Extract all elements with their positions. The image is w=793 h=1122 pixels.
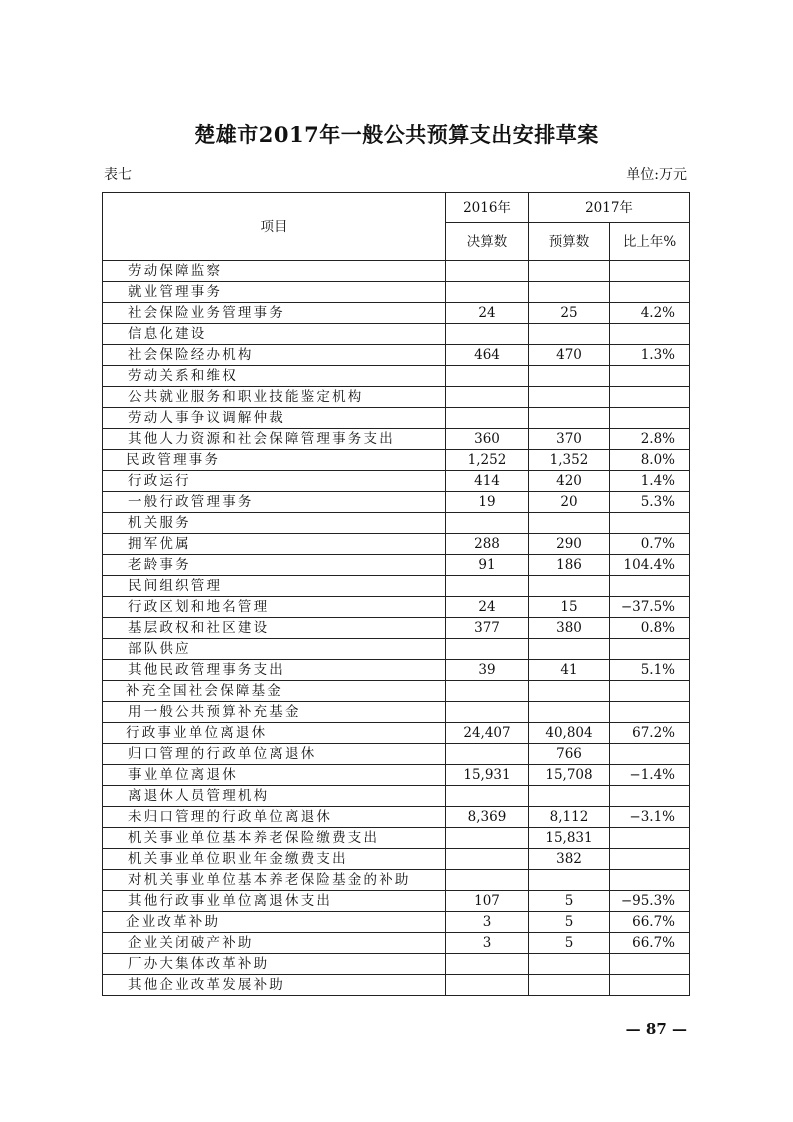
row-budget-2017 [529, 513, 610, 534]
row-change-pct: 67.2% [610, 723, 690, 744]
row-change-pct: 66.7% [610, 912, 690, 933]
row-budget-2017: 15,831 [529, 828, 610, 849]
row-final-2016 [446, 387, 529, 408]
row-final-2016 [446, 513, 529, 534]
row-change-pct: −37.5% [610, 597, 690, 618]
row-change-pct [610, 366, 690, 387]
table-row [103, 471, 690, 492]
row-final-2016 [446, 639, 529, 660]
table-row [103, 975, 690, 996]
table-row [103, 912, 690, 933]
row-item-name: 归口管理的行政单位离退休 [103, 744, 446, 765]
row-budget-2017 [529, 702, 610, 723]
row-budget-2017: 15,708 [529, 765, 610, 786]
row-item-name: 其他行政事业单位离退休支出 [103, 891, 446, 912]
row-change-pct: 104.4% [610, 555, 690, 576]
row-item-name: 行政运行 [103, 471, 446, 492]
row-final-2016 [446, 681, 529, 702]
row-budget-2017 [529, 870, 610, 891]
row-final-2016 [446, 849, 529, 870]
row-item-name: 社会保险业务管理事务 [103, 303, 446, 324]
row-final-2016: 464 [446, 345, 529, 366]
row-change-pct: 8.0% [610, 450, 690, 471]
row-item-name: 补充全国社会保障基金 [103, 681, 446, 702]
table-row [103, 744, 690, 765]
row-final-2016 [446, 975, 529, 996]
row-item-name: 用一般公共预算补充基金 [103, 702, 446, 723]
row-item-name: 其他民政管理事务支出 [103, 660, 446, 681]
row-change-pct [610, 576, 690, 597]
row-final-2016: 91 [446, 555, 529, 576]
table-row [103, 891, 690, 912]
table-row [103, 681, 690, 702]
row-final-2016: 3 [446, 933, 529, 954]
row-final-2016 [446, 408, 529, 429]
table-row [103, 597, 690, 618]
row-item-name: 机关事业单位基本养老保险缴费支出 [103, 828, 446, 849]
row-final-2016: 377 [446, 618, 529, 639]
row-final-2016 [446, 366, 529, 387]
table-row [103, 324, 690, 345]
row-final-2016 [446, 324, 529, 345]
table-row [103, 429, 690, 450]
table-row [103, 261, 690, 282]
row-change-pct: −1.4% [610, 765, 690, 786]
row-change-pct [610, 786, 690, 807]
row-final-2016: 3 [446, 912, 529, 933]
header-year-2017: 2017年 [529, 193, 690, 223]
row-budget-2017: 41 [529, 660, 610, 681]
table-row [103, 303, 690, 324]
row-final-2016: 15,931 [446, 765, 529, 786]
table-row [103, 408, 690, 429]
table-row [103, 954, 690, 975]
table-row [103, 702, 690, 723]
row-budget-2017: 382 [529, 849, 610, 870]
row-budget-2017 [529, 408, 610, 429]
header-change: 比上年% [610, 223, 690, 261]
page-title: 楚雄市2017年一般公共预算支出安排草案 [194, 122, 599, 147]
row-change-pct [610, 975, 690, 996]
row-change-pct [610, 828, 690, 849]
row-item-name: 事业单位离退休 [103, 765, 446, 786]
row-item-name: 未归口管理的行政单位离退休 [103, 807, 446, 828]
row-budget-2017 [529, 786, 610, 807]
row-item-name: 机关事业单位职业年金缴费支出 [103, 849, 446, 870]
row-item-name: 社会保险经办机构 [103, 345, 446, 366]
row-item-name: 部队供应 [103, 639, 446, 660]
table-row [103, 849, 690, 870]
row-budget-2017 [529, 366, 610, 387]
table-row [103, 870, 690, 891]
row-item-name: 行政事业单位离退休 [103, 723, 446, 744]
row-budget-2017: 1,352 [529, 450, 610, 471]
row-change-pct: 2.8% [610, 429, 690, 450]
row-item-name: 公共就业服务和职业技能鉴定机构 [103, 387, 446, 408]
row-change-pct [610, 282, 690, 303]
row-budget-2017: 25 [529, 303, 610, 324]
row-final-2016: 1,252 [446, 450, 529, 471]
row-change-pct [610, 849, 690, 870]
table-row [103, 828, 690, 849]
row-change-pct: 66.7% [610, 933, 690, 954]
row-budget-2017 [529, 387, 610, 408]
row-final-2016: 414 [446, 471, 529, 492]
table-row [103, 534, 690, 555]
row-final-2016 [446, 786, 529, 807]
table-row [103, 765, 690, 786]
row-budget-2017: 40,804 [529, 723, 610, 744]
row-item-name: 劳动关系和维权 [103, 366, 446, 387]
header-year-2016: 2016年 [446, 193, 529, 223]
row-change-pct [610, 870, 690, 891]
row-final-2016: 8,369 [446, 807, 529, 828]
row-final-2016: 19 [446, 492, 529, 513]
row-final-2016 [446, 954, 529, 975]
header-item: 项目 [103, 193, 446, 261]
row-budget-2017 [529, 639, 610, 660]
unit-label: 单位:万元 [626, 167, 687, 183]
row-item-name: 就业管理事务 [103, 282, 446, 303]
table-row [103, 639, 690, 660]
row-final-2016 [446, 282, 529, 303]
row-budget-2017 [529, 282, 610, 303]
row-final-2016: 24 [446, 303, 529, 324]
row-budget-2017: 470 [529, 345, 610, 366]
header-final: 决算数 [446, 223, 529, 261]
row-item-name: 老龄事务 [103, 555, 446, 576]
row-item-name: 离退休人员管理机构 [103, 786, 446, 807]
table-row [103, 366, 690, 387]
table-row [103, 450, 690, 471]
row-change-pct: 5.3% [610, 492, 690, 513]
row-item-name: 民政管理事务 [103, 450, 446, 471]
row-budget-2017: 20 [529, 492, 610, 513]
row-budget-2017: 5 [529, 933, 610, 954]
row-item-name: 其他企业改革发展补助 [103, 975, 446, 996]
row-item-name: 其他人力资源和社会保障管理事务支出 [103, 429, 446, 450]
row-budget-2017 [529, 261, 610, 282]
table-row [103, 807, 690, 828]
row-change-pct: 0.7% [610, 534, 690, 555]
row-final-2016: 288 [446, 534, 529, 555]
row-change-pct: 1.4% [610, 471, 690, 492]
table-row [103, 723, 690, 744]
row-budget-2017: 370 [529, 429, 610, 450]
table-row [103, 576, 690, 597]
row-item-name: 对机关事业单位基本养老保险基金的补助 [103, 870, 446, 891]
row-budget-2017: 380 [529, 618, 610, 639]
table-body [103, 261, 690, 996]
row-final-2016: 360 [446, 429, 529, 450]
table-row [103, 660, 690, 681]
table-row [103, 555, 690, 576]
table-row [103, 513, 690, 534]
row-change-pct: −3.1% [610, 807, 690, 828]
row-change-pct: 5.1% [610, 660, 690, 681]
row-change-pct: 1.3% [610, 345, 690, 366]
row-final-2016 [446, 702, 529, 723]
table-row [103, 618, 690, 639]
row-change-pct [610, 261, 690, 282]
row-item-name: 企业关闭破产补助 [103, 933, 446, 954]
row-final-2016 [446, 828, 529, 849]
table-label: 表七 [104, 167, 132, 183]
row-final-2016: 24 [446, 597, 529, 618]
table-row [103, 786, 690, 807]
table-row [103, 345, 690, 366]
row-item-name: 信息化建设 [103, 324, 446, 345]
row-budget-2017 [529, 954, 610, 975]
row-final-2016 [446, 576, 529, 597]
row-budget-2017 [529, 681, 610, 702]
row-change-pct [610, 513, 690, 534]
row-budget-2017 [529, 975, 610, 996]
page-number: — 87 — [625, 1020, 687, 1038]
row-change-pct [610, 954, 690, 975]
row-change-pct [610, 702, 690, 723]
row-budget-2017: 186 [529, 555, 610, 576]
table-row [103, 492, 690, 513]
row-item-name: 行政区划和地名管理 [103, 597, 446, 618]
row-budget-2017: 5 [529, 891, 610, 912]
row-change-pct: 0.8% [610, 618, 690, 639]
row-final-2016: 24,407 [446, 723, 529, 744]
row-budget-2017: 8,112 [529, 807, 610, 828]
row-item-name: 劳动保障监察 [103, 261, 446, 282]
row-item-name: 一般行政管理事务 [103, 492, 446, 513]
table-row [103, 933, 690, 954]
row-final-2016 [446, 744, 529, 765]
row-item-name: 机关服务 [103, 513, 446, 534]
row-change-pct [610, 387, 690, 408]
row-final-2016: 39 [446, 660, 529, 681]
row-change-pct [610, 681, 690, 702]
row-item-name: 劳动人事争议调解仲裁 [103, 408, 446, 429]
row-final-2016 [446, 261, 529, 282]
row-change-pct [610, 744, 690, 765]
row-final-2016 [446, 870, 529, 891]
row-change-pct [610, 408, 690, 429]
header-budget: 预算数 [529, 223, 610, 261]
row-budget-2017 [529, 576, 610, 597]
row-item-name: 民间组织管理 [103, 576, 446, 597]
row-item-name: 拥军优属 [103, 534, 446, 555]
row-change-pct [610, 639, 690, 660]
row-change-pct: −95.3% [610, 891, 690, 912]
table-row [103, 387, 690, 408]
row-item-name: 厂办大集体改革补助 [103, 954, 446, 975]
row-item-name: 基层政权和社区建设 [103, 618, 446, 639]
row-budget-2017: 290 [529, 534, 610, 555]
row-item-name: 企业改革补助 [103, 912, 446, 933]
row-budget-2017: 5 [529, 912, 610, 933]
row-change-pct [610, 324, 690, 345]
row-budget-2017: 766 [529, 744, 610, 765]
row-budget-2017: 420 [529, 471, 610, 492]
row-change-pct: 4.2% [610, 303, 690, 324]
table-row [103, 282, 690, 303]
row-budget-2017: 15 [529, 597, 610, 618]
budget-table [102, 192, 690, 996]
row-budget-2017 [529, 324, 610, 345]
row-final-2016: 107 [446, 891, 529, 912]
